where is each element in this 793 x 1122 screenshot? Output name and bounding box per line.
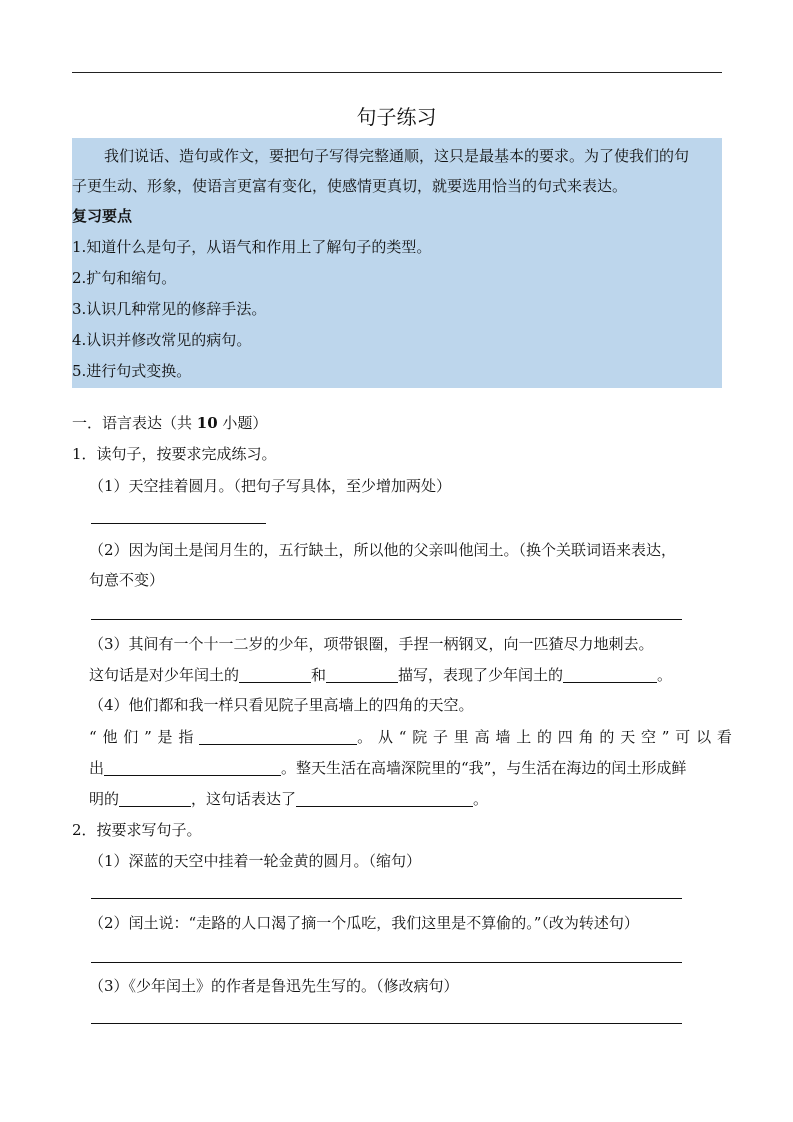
blank-4[interactable] [199, 728, 357, 745]
q2-part-3: （3）《少年闰土》的作者是鲁迅先生写的。（修改病句） [89, 977, 459, 995]
answer-line-q2-3[interactable] [91, 1023, 682, 1024]
intro-paragraph-line-1: 我们说话、造句或作文，要把句子写得完整通顺，这只是最基本的要求。为了使我们的句 [104, 147, 690, 165]
q2-part-1: （1）深蓝的天空中挂着一轮金黄的圆月。（缩句） [89, 852, 422, 870]
section-heading: 一．语言表达（共 10 小题） [72, 414, 268, 432]
review-point-3: 3.认识几种常见的修辞手法。 [72, 300, 267, 318]
review-heading: 复习要点 [72, 207, 133, 225]
review-point-4: 4.认识并修改常见的病句。 [72, 331, 252, 349]
q1-part-3-fill: 这句话是对少年闰土的 和 描写，表现了少年闰土的 。 [89, 666, 673, 684]
q1-part-4-fill-1: “他们”是指 。从“院子里高墙上的四角的天空”可以看 [89, 728, 738, 746]
q1-part-2-line-1: （2）因为闰土是闰月生的，五行缺土，所以他的父亲叫他闰土。（换个关联词语来表达， [89, 541, 677, 559]
blank-2[interactable] [326, 666, 398, 683]
answer-line-q1-2[interactable] [91, 619, 682, 620]
review-point-1: 1.知道什么是句子，从语气和作用上了解句子的类型。 [72, 238, 432, 256]
review-point-5: 5.进行句式变换。 [72, 362, 192, 380]
review-point-2: 2.扩句和缩句。 [72, 269, 177, 287]
review-box [72, 138, 722, 388]
answer-line-q2-2[interactable] [91, 962, 682, 963]
q1-part-4-fill-2: 出 。整天生活在高墙深院里的“我”，与生活在海边的闰土形成鲜 [89, 759, 687, 777]
blank-7[interactable] [296, 790, 473, 807]
question-1-stem: 1．读句子，按要求完成练习。 [72, 445, 277, 463]
page-title: 句子练习 [356, 105, 437, 129]
intro-paragraph-line-2: 子更生动、形象，使语言更富有变化，使感情更真切，就要选用恰当的句式来表达。 [72, 177, 628, 195]
blank-1[interactable] [239, 666, 311, 683]
q1-part-1: （1）天空挂着圆月。（把句子写具体，至少增加两处） [89, 477, 452, 495]
blank-6[interactable] [119, 790, 191, 807]
q1-part-3: （3）其间有一个十一二岁的少年，项带银圈，手捏一柄钢叉，向一匹猹尽力地刺去。 [89, 635, 654, 653]
q1-part-2-line-2: 句意不变） [89, 571, 165, 589]
q1-part-4-fill-3: 明的 ，这句话表达了 。 [89, 790, 489, 808]
q2-part-2: （2）闰土说：“走路的人口渴了摘一个瓜吃，我们这里是不算偷的。”（改为转述句） [89, 914, 639, 932]
blank-3[interactable] [563, 666, 657, 683]
answer-line-q2-1[interactable] [91, 898, 682, 899]
question-2-stem: 2．按要求写句子。 [72, 821, 202, 839]
blank-5[interactable] [104, 759, 281, 776]
header-rule [72, 72, 722, 73]
answer-line-q1-1[interactable] [91, 523, 266, 524]
q1-part-4: （4）他们都和我一样只看见院子里高墙上的四角的天空。 [89, 696, 474, 714]
